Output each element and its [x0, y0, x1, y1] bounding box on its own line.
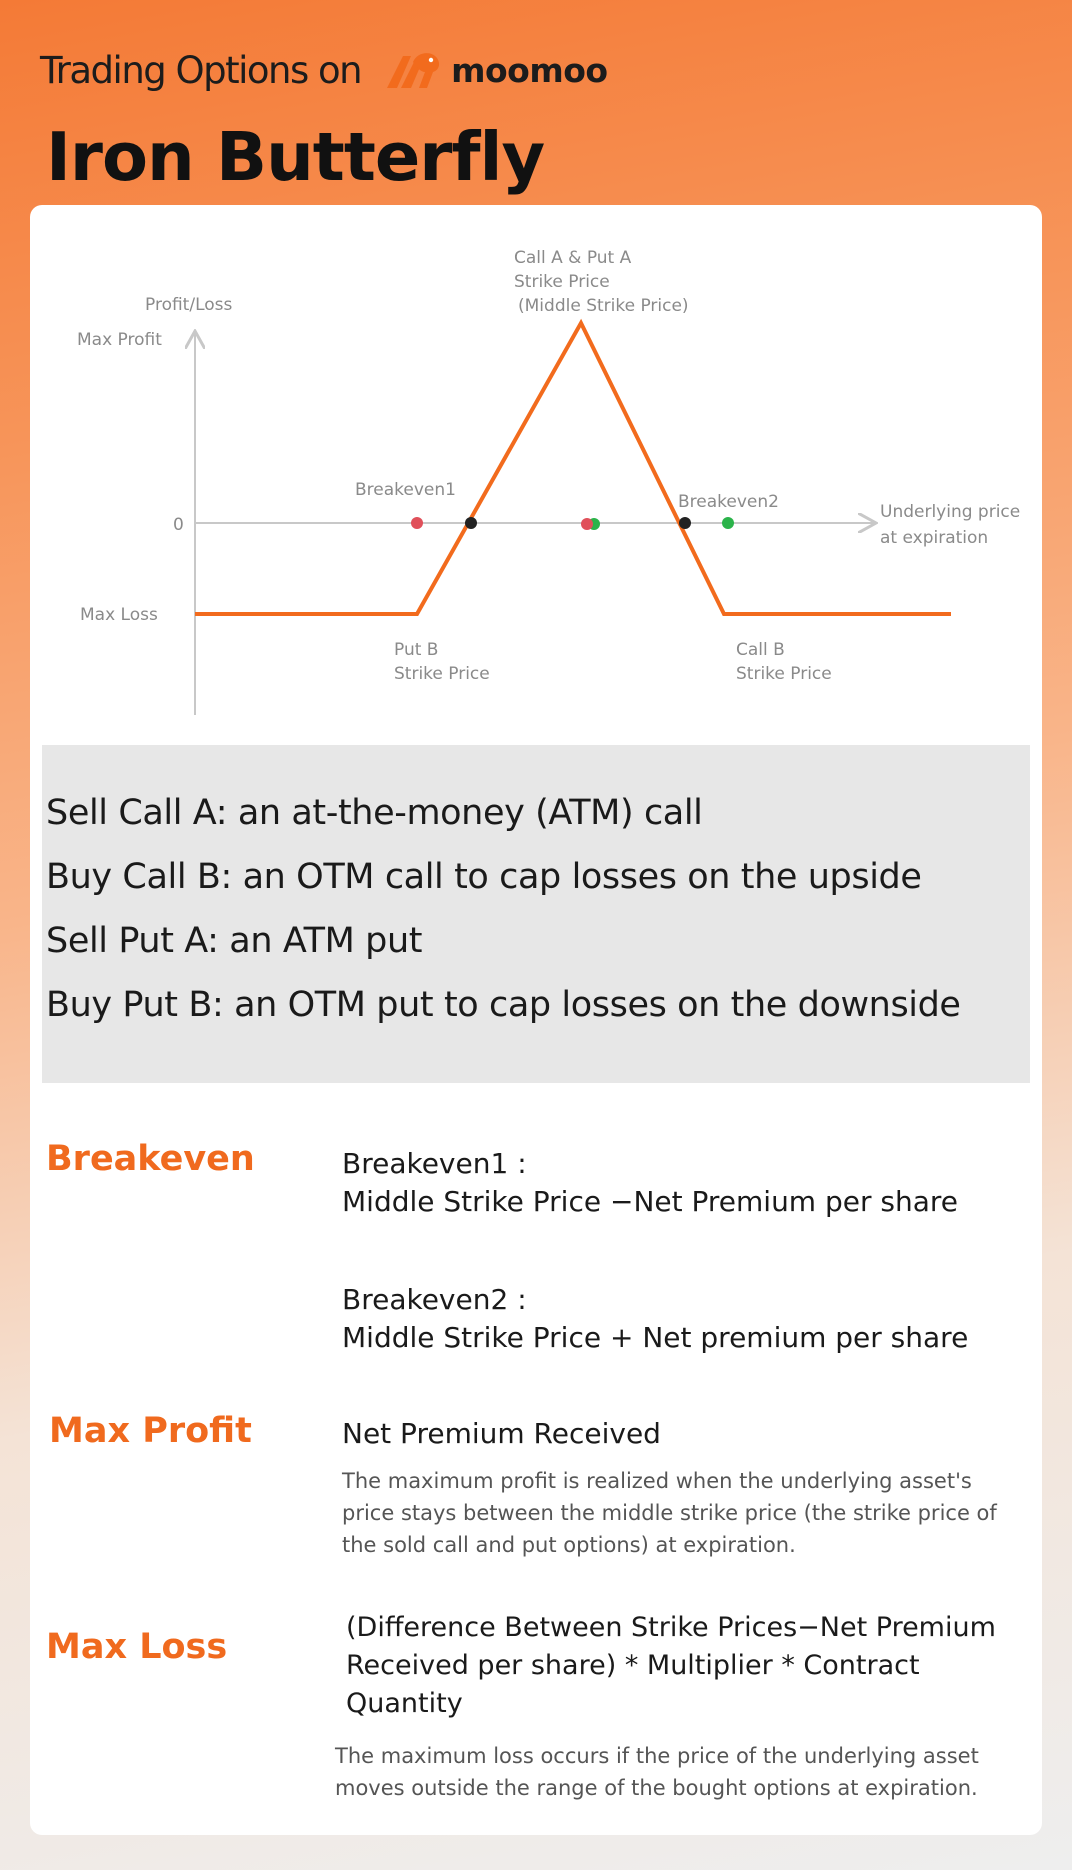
breakeven1-label: Breakeven1 [355, 480, 456, 500]
breakeven1-title: Breakeven1 : [342, 1147, 527, 1180]
middle-strike-label-1: Call A & Put A [514, 248, 632, 268]
max-loss-formula-3: Quantity [346, 1688, 463, 1719]
leg-sell-call-a: Sell Call A: an at-the-money (ATM) call [46, 793, 703, 833]
max-loss-formula-2: Received per share) * Multiplier * Contract [346, 1650, 920, 1681]
max-profit-desc-2: price stays between the middle strike price (the strike price of [342, 1501, 997, 1525]
max-profit-axis-label: Max Profit [77, 330, 162, 350]
middle-strike-label-2: Strike Price [514, 272, 610, 292]
max-loss-desc-2: moves outside the range of the bought options at expiration. [335, 1776, 978, 1800]
payoff-diagram [30, 205, 1042, 745]
max-profit-desc-1: The maximum profit is realized when the underlying asset's [342, 1469, 972, 1493]
green-dot-right [722, 517, 734, 529]
breakeven2-dot [679, 517, 691, 529]
breakeven2-title: Breakeven2 : [342, 1283, 527, 1316]
red-dot-middle [581, 518, 593, 530]
breakeven1-dot [465, 517, 477, 529]
call-b-label-1: Call B [736, 640, 785, 660]
max-loss-heading: Max Loss [46, 1627, 228, 1667]
zero-label: 0 [173, 515, 184, 535]
leg-buy-put-b: Buy Put B: an OTM put to cap losses on the downside [46, 985, 961, 1025]
breakeven2-formula: Middle Strike Price + Net premium per share [342, 1321, 969, 1354]
leg-buy-call-b: Buy Call B: an OTM call to cap losses on the upside [46, 857, 922, 897]
max-loss-formula-1: (Difference Between Strike Prices−Net Premium [346, 1612, 996, 1643]
breakeven-heading: Breakeven [46, 1139, 255, 1179]
page-title: Iron Butterfly [46, 118, 545, 196]
strategy-legs-panel [42, 745, 1030, 1083]
max-loss-axis-label: Max Loss [80, 605, 158, 625]
brand-logo-group [383, 48, 607, 92]
leg-sell-put-a: Sell Put A: an ATM put [46, 921, 423, 961]
put-b-label-1: Put B [394, 640, 439, 660]
breakeven2-label: Breakeven2 [678, 492, 779, 512]
max-loss-desc-1: The maximum loss occurs if the price of the underlying asset [335, 1744, 979, 1768]
max-profit-formula: Net Premium Received [342, 1417, 661, 1450]
middle-strike-label-3: (Middle Strike Price) [518, 296, 689, 316]
max-profit-desc-3: the sold call and put options) at expiration. [342, 1533, 796, 1557]
content-card [30, 205, 1042, 1835]
red-dot-left [411, 517, 423, 529]
call-b-label-2: Strike Price [736, 664, 832, 684]
header [40, 40, 608, 100]
y-axis-label: Profit/Loss [145, 295, 233, 315]
header-prefix: Trading Options on [40, 48, 362, 92]
max-profit-heading: Max Profit [49, 1411, 252, 1451]
moomoo-logo-icon [383, 48, 443, 92]
breakeven1-formula: Middle Strike Price −Net Premium per share [342, 1185, 959, 1218]
x-axis-label-1: Underlying price [880, 502, 1021, 522]
brand-name: moomoo [451, 50, 608, 90]
payoff-line [195, 323, 951, 614]
put-b-label-2: Strike Price [394, 664, 490, 684]
x-axis-label-2: at expiration [880, 528, 989, 548]
